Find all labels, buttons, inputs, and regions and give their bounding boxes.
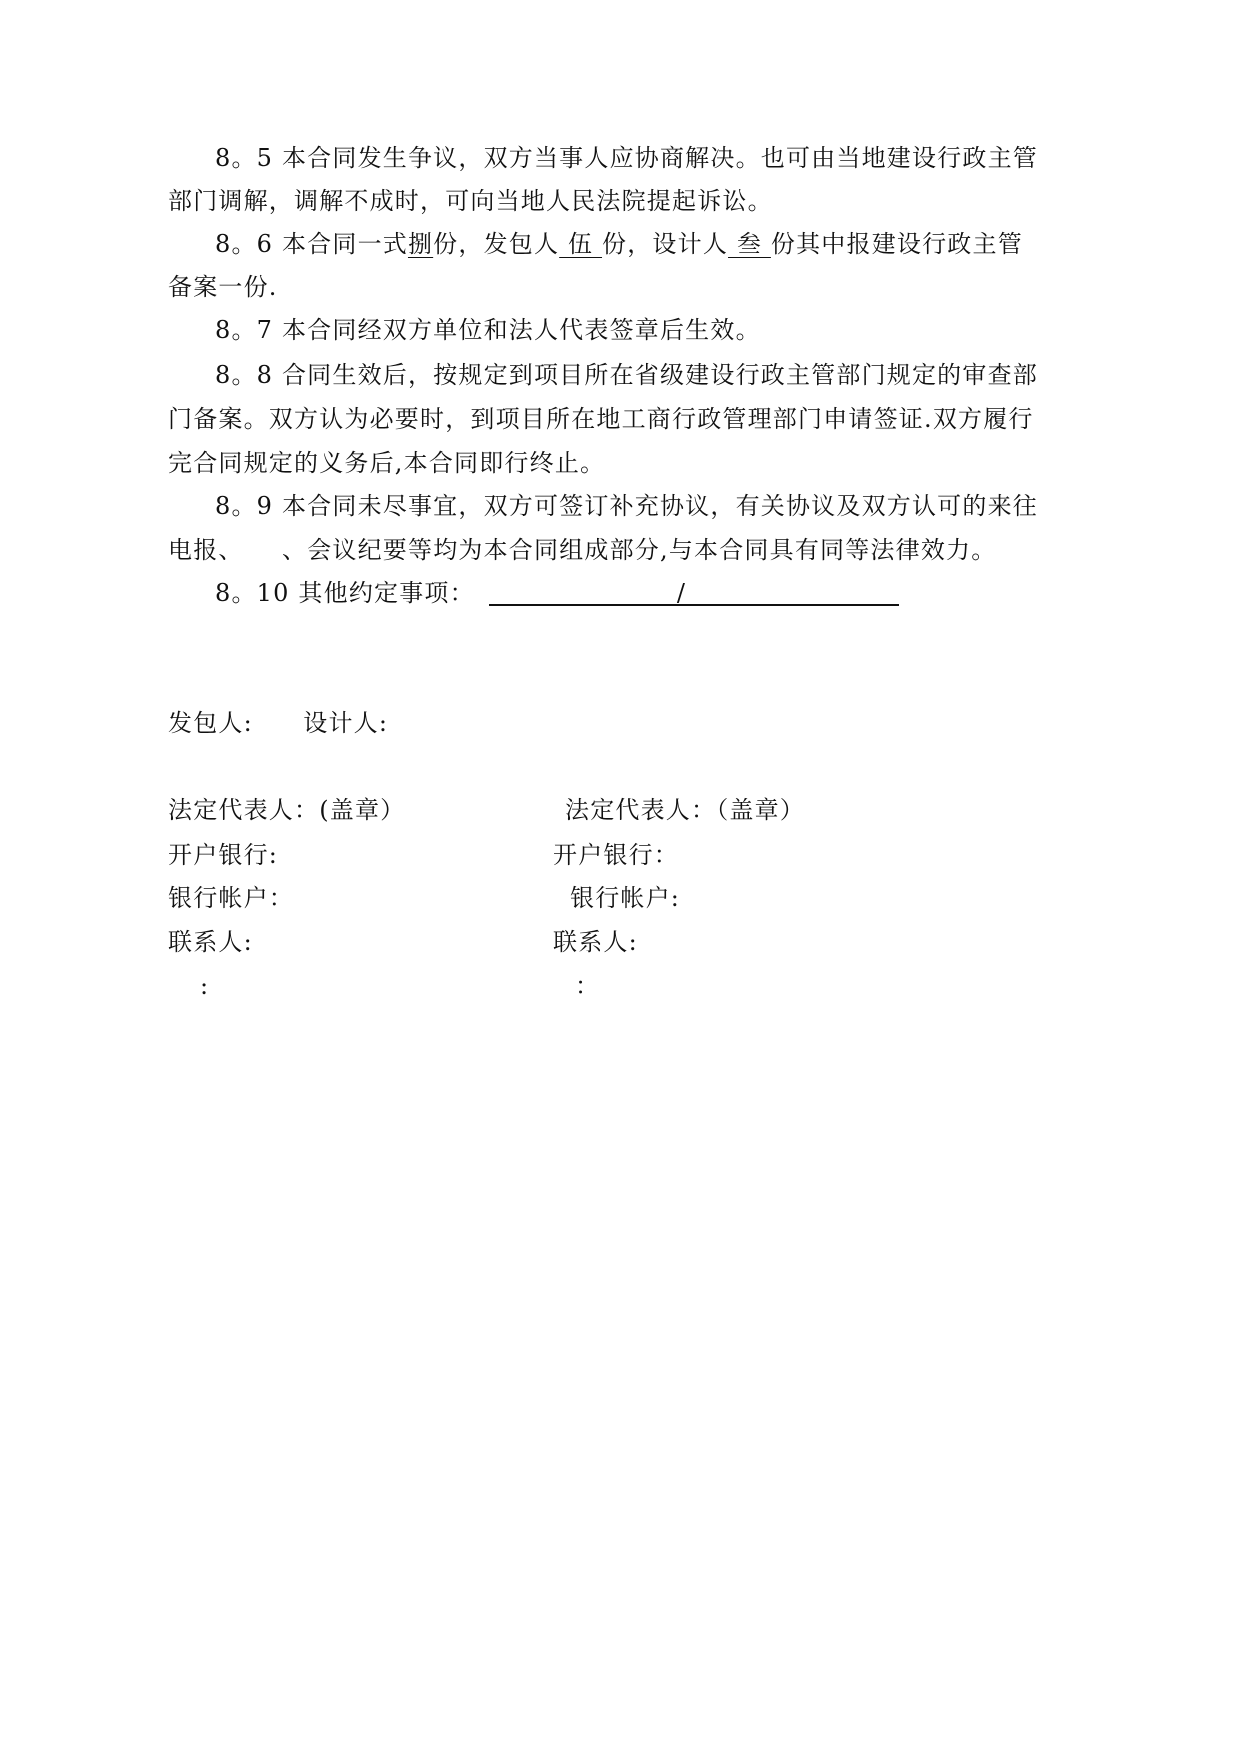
- other-matters-label: 8。10 其他约定事项：: [215, 579, 475, 607]
- clause-8-8-line-1: 8。8 合同生效后，按规定到项目所在省级建设行政主管部门规定的审查部: [215, 361, 1038, 389]
- employer-account: 银行帐户：: [168, 884, 294, 912]
- clause-8-6-text-d: 份其中报建设行政主管: [770, 230, 1023, 258]
- clause-8-8-line-2: 门备案。双方认为必要时，到项目所在地工商行政管理部门申请签证.双方履行: [168, 405, 1034, 433]
- employer-bank: 开户银行:: [168, 841, 279, 869]
- designer-contact: 联系人:: [553, 928, 638, 956]
- employer-legal-rep: 法定代表人：(盖章）: [168, 796, 406, 824]
- employer-copies-value: 伍: [559, 230, 603, 258]
- employer-contact: 联系人:: [168, 928, 253, 956]
- clause-8-8-line-3: 完合同规定的义务后,本合同即行终止。: [168, 449, 606, 477]
- clause-8-10: [215, 578, 899, 608]
- clause-8-6-text-c: 份，设计人: [602, 230, 729, 258]
- clause-8-6-line-1: [215, 229, 1023, 259]
- clause-8-6-line-2: 备案一份.: [168, 273, 278, 301]
- total-copies-value: 捌: [407, 230, 434, 258]
- designer-legal-rep: 法定代表人：（盖章）: [565, 796, 805, 824]
- clause-8-5-line-2: 部门调解，调解不成时，可向当地人民法院提起诉讼。: [168, 187, 773, 215]
- parties-line: 发包人: 设计人:: [168, 709, 389, 737]
- clause-8-5-line-1: 8。5 本合同发生争议，双方当事人应协商解决。也可由当地建设行政主管: [215, 144, 1038, 172]
- clause-8-7: 8。7 本合同经双方单位和法人代表签章后生效。: [215, 316, 761, 344]
- designer-bank: 开户银行：: [553, 841, 679, 869]
- other-matters-blank: [489, 578, 899, 608]
- employer-blank-field: :: [200, 972, 210, 1000]
- clause-8-9-line-1: 8。9 本合同未尽事宜，双方可签订补充协议，有关协议及双方认可的来往: [215, 492, 1038, 520]
- clause-8-9-line-2: 电报、 、会议纪要等均为本合同组成部分,与本合同具有同等法律效力。: [168, 536, 997, 564]
- clause-8-6-text-a: 8。6 本合同一式: [215, 230, 408, 258]
- designer-blank-field: ：: [575, 972, 601, 1000]
- clause-8-6-text-b: 份，发包人: [433, 230, 560, 258]
- other-matters-value: /: [676, 579, 687, 607]
- designer-copies-value: 叁: [728, 230, 771, 258]
- designer-account: 银行帐户:: [570, 884, 681, 912]
